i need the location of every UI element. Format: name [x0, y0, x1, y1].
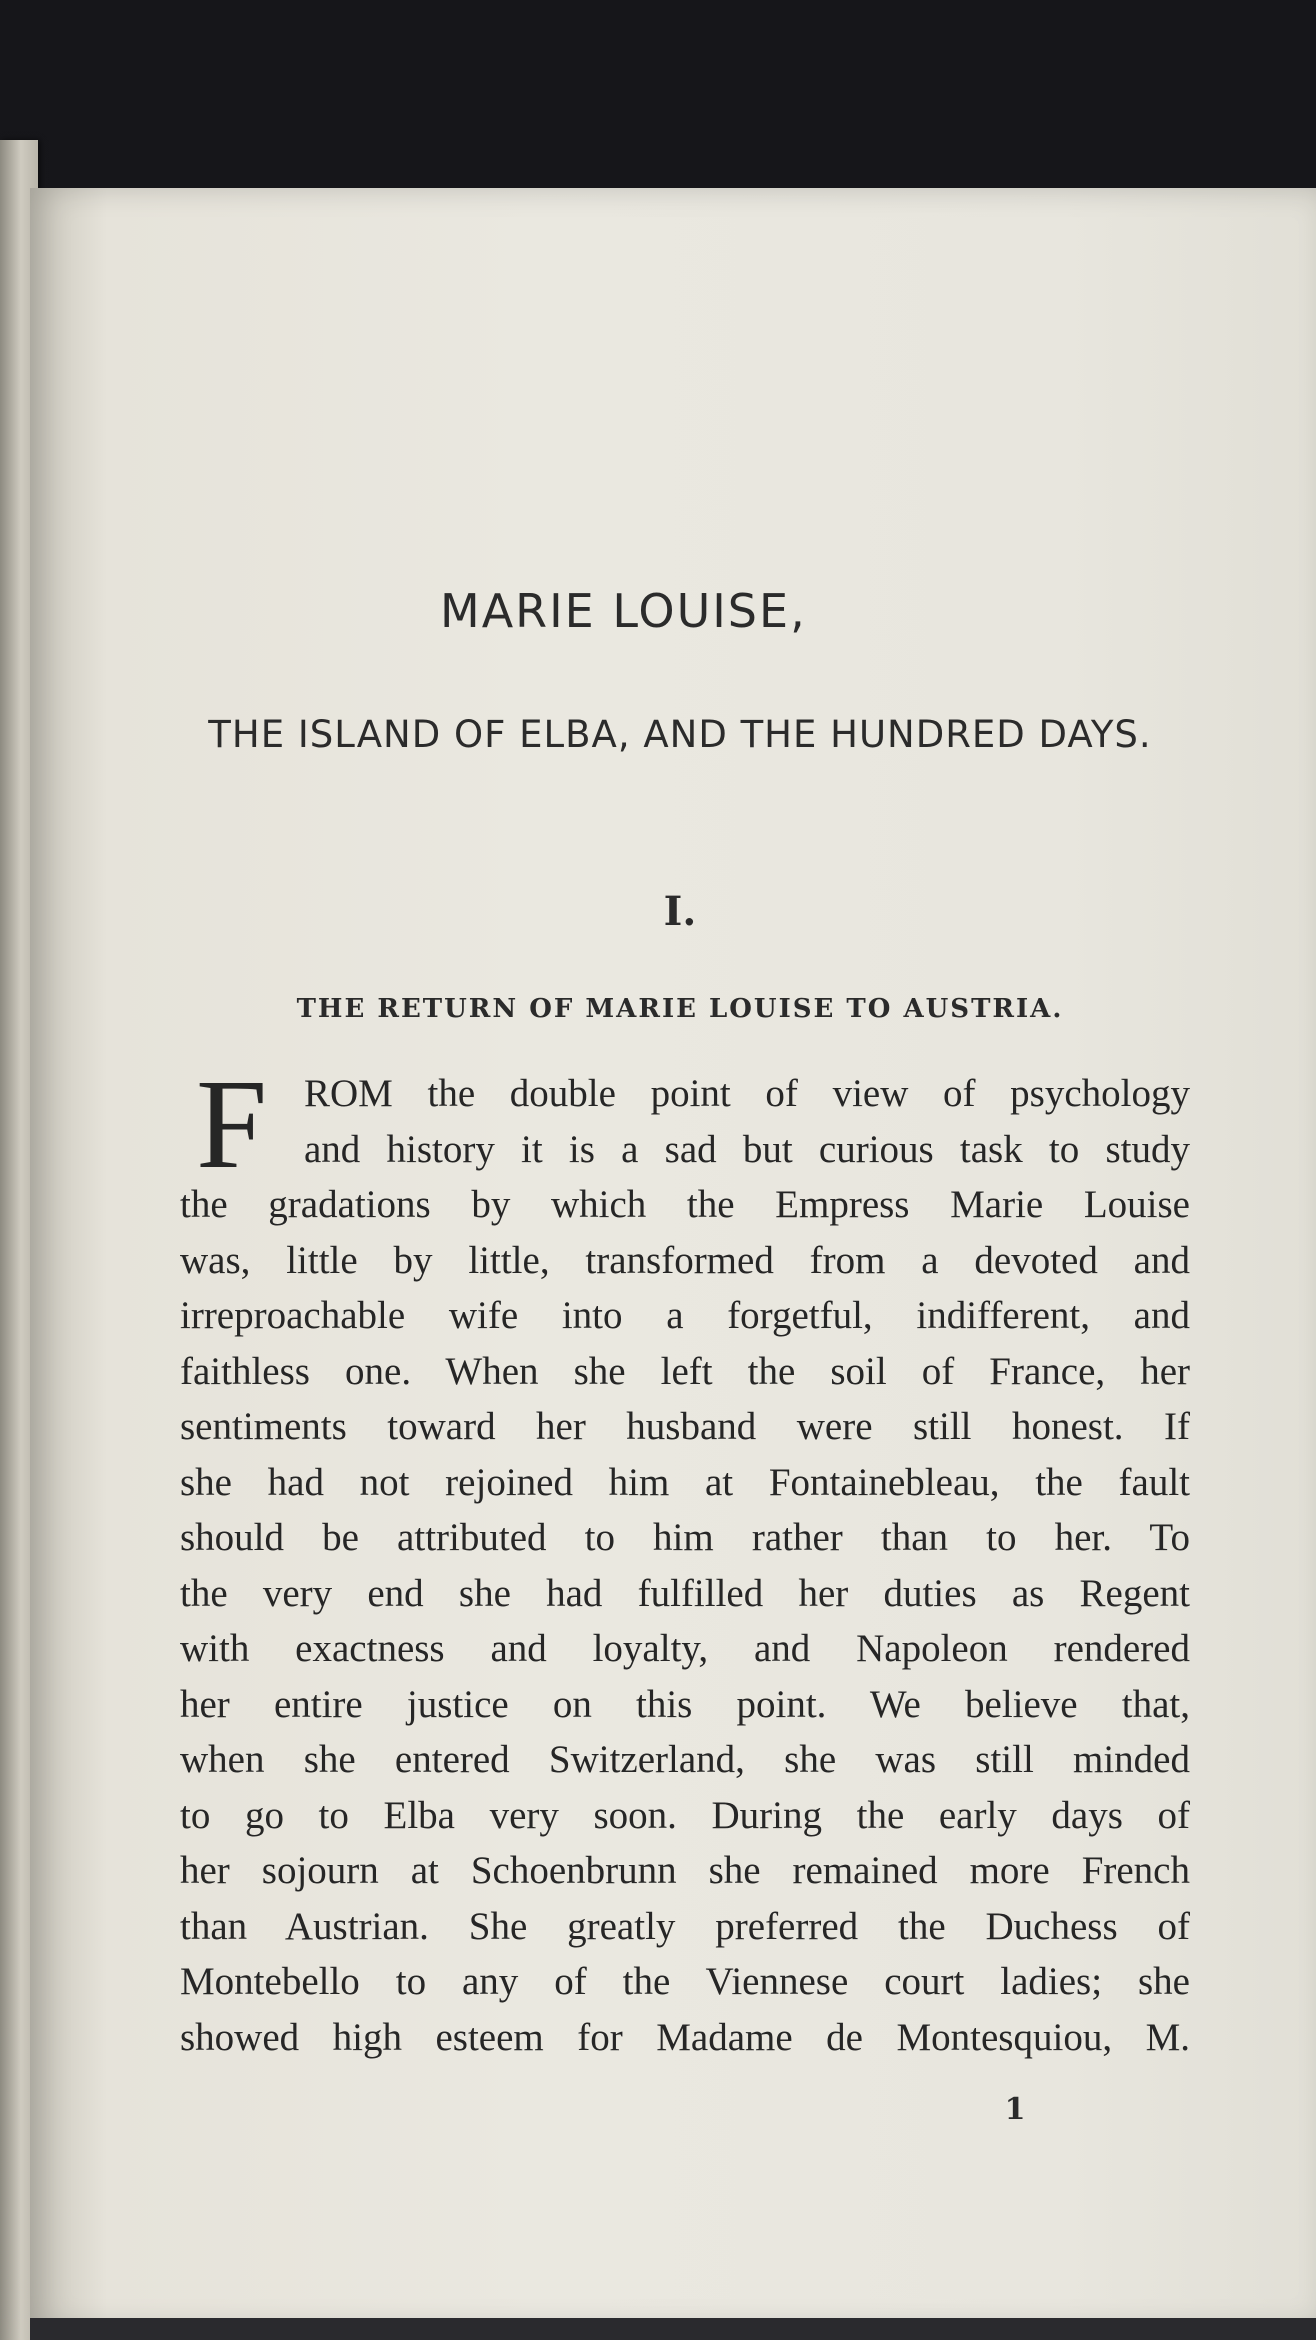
text-line-9: should be attributed to him rather than to her. To [180, 1516, 1190, 1559]
text-line-10: the very end she had fulfilled her duties as Regent [180, 1571, 1190, 1615]
text-line-13: when she entered Switzerland, she was still minded [180, 1738, 1190, 1781]
text-line-4: was, little by little, transformed from a devoted and [180, 1238, 1190, 1282]
text-line-1: ROM the double point of view of psychology [304, 1072, 1190, 1115]
text-line-3: the gradations by which the Empress Marie Louise [180, 1183, 1190, 1226]
text-line-11: with exactness and loyalty, and Napoleon rendered [180, 1627, 1190, 1670]
page-number: 1 [1004, 2092, 1026, 2127]
text-line-12: her entire justice on this point. We believe that, [180, 1682, 1190, 1726]
text-line-18: showed high esteem for Madame de Montesquiou, M. [180, 2015, 1190, 2059]
text-line-15: her sojourn at Schoenbrunn she remained more French [180, 1849, 1190, 1892]
body-paragraph [180, 1053, 1190, 2065]
text-line-17: Montebello to any of the Viennese court ladies; she [180, 1960, 1190, 2003]
chapter-number: I. [663, 888, 697, 935]
text-line-16: than Austrian. She greatly preferred the Duchess of [180, 1904, 1190, 1948]
book-subtitle: THE ISLAND OF ELBA, AND THE HUNDRED DAYS. [208, 713, 1152, 756]
text-line-2: and history it is a sad but curious task to study [304, 1127, 1190, 1171]
book-title: MARIE LOUISE, [440, 584, 807, 638]
drop-cap: F [196, 1053, 268, 1195]
text-line-8: she had not rejoined him at Fontainebleau, the fault [180, 1460, 1190, 1504]
text-line-6: faithless one. When she left the soil of France, her [180, 1349, 1190, 1393]
text-line-14: to go to Elba very soon. During the early days of [180, 1793, 1190, 1837]
page-bottom-shadow [30, 2318, 1316, 2340]
chapter-title: THE RETURN OF MARIE LOUISE TO AUSTRIA. [296, 994, 1064, 1024]
text-line-7: sentiments toward her husband were still honest. If [180, 1405, 1190, 1448]
text-line-5: irreproachable wife into a forgetful, indifferent, and [180, 1294, 1190, 1337]
